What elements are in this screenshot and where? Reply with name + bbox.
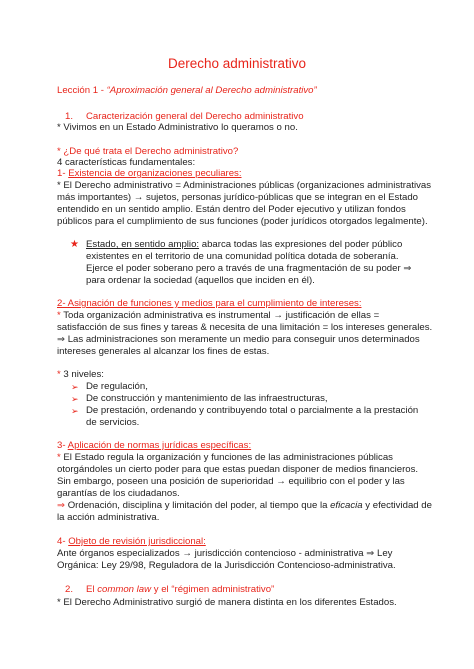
arrow-bullet-icon: ➢ bbox=[71, 394, 79, 404]
characteristic-1-bullet-text: abarca todas las expresiones del poder público bbox=[199, 239, 403, 250]
characteristic-3-line-1 bbox=[57, 452, 393, 464]
characteristic-4-heading bbox=[57, 536, 206, 548]
section-1-title: Caracterización general del Derecho administrativo bbox=[86, 111, 304, 122]
characteristic-2-line-1-text: Toda organización administrativa es instrumental → justificación de ellas = bbox=[60, 310, 380, 321]
characteristic-3-line-5 bbox=[57, 500, 432, 512]
arrow-bullet-icon: ➢ bbox=[71, 382, 79, 392]
characteristic-2-line-4: intereses generales al alcanzar los fines de estas. bbox=[57, 346, 270, 357]
characteristic-4-title: Objeto de revisión jurisdiccional: bbox=[68, 536, 206, 547]
characteristic-1-bullet-line-4: para ordenar la sociedad (aquellos que inciden en él). bbox=[86, 275, 315, 286]
characteristic-4-line-1: Ante órganos especializados → jurisdicción contencioso - administrativa ⇒ Ley bbox=[57, 548, 393, 559]
characteristic-3-line-4: garantías de los ciudadanos. bbox=[57, 488, 180, 499]
characteristic-1-heading bbox=[57, 168, 242, 180]
double-arrow-marker: ⇒ bbox=[57, 500, 66, 511]
section-2-title bbox=[86, 584, 274, 596]
section-2-line-1: * El Derecho Administrativo surgió de manera distinta en los diferentes Estados. bbox=[57, 597, 397, 608]
star-bullet-icon: ★ bbox=[70, 239, 79, 250]
characteristic-3-line-2: otorgándoles un cierto poder para que estas puedan disponer de medios financieros. bbox=[57, 464, 419, 475]
characteristic-3-line-6: la acción administrativa. bbox=[57, 512, 160, 523]
asterisk-marker: * bbox=[57, 310, 61, 321]
characteristic-1-line-2: más importantes) → sujetos, personas jurídico-públicas que se integran en el Estado bbox=[57, 192, 419, 203]
characteristic-3-line-3: Sin embargo, poseen una posición de superioridad → equilibrio con el poder y las bbox=[57, 476, 405, 487]
section-1-number: 1. bbox=[65, 111, 74, 122]
level-1: De regulación, bbox=[86, 381, 148, 392]
level-3-continued: de servicios. bbox=[86, 417, 140, 428]
characteristic-3-line-5-text-b: y efectividad de bbox=[362, 500, 432, 511]
asterisk-marker: * bbox=[57, 452, 61, 463]
characteristic-1-line-1: * El Derecho administrativo = Administraciones públicas (organizaciones administrativas bbox=[57, 180, 432, 191]
characteristic-3-heading bbox=[57, 440, 251, 452]
characteristic-3-title: Aplicación de normas jurídicas específicas: bbox=[67, 440, 252, 451]
characteristic-4-prefix: 4- bbox=[57, 536, 69, 547]
document-title: Derecho administrativo bbox=[167, 56, 307, 71]
characteristic-4-line-2: Orgánica: Ley 29/98, Reguladora de la Jurisdicción Contencioso-administrativa. bbox=[57, 560, 396, 571]
characteristic-1-bullet-label: Estado, en sentido amplio: bbox=[86, 239, 200, 250]
question-line-1: 4 características fundamentales: bbox=[57, 157, 196, 168]
lesson-title: “Aproximación general al Derecho administrativo” bbox=[106, 85, 317, 96]
levels-heading-text: 3 niveles: bbox=[60, 369, 104, 380]
lesson-heading bbox=[57, 85, 317, 97]
characteristic-3-prefix: 3- bbox=[57, 440, 68, 451]
level-2: De construcción y mantenimiento de las infraestructuras, bbox=[86, 393, 328, 404]
characteristic-2-title: 2- Asignación de funciones y medios para el cumplimiento de intereses: bbox=[57, 298, 362, 309]
lesson-prefix: Lección 1 - bbox=[57, 85, 107, 96]
characteristic-2-line-2: satisfacción de sus fines y tareas & necesita de una limitación = los intereses generales. bbox=[57, 322, 433, 333]
levels-heading bbox=[57, 369, 104, 381]
characteristic-1-bullet-line-2: existentes en el territorio de una comunidad política dotada de soberanía. bbox=[86, 251, 399, 262]
characteristic-2-line-1 bbox=[57, 310, 379, 322]
characteristic-1-title: Existencia de organizaciones peculiares: bbox=[68, 168, 242, 179]
arrow-bullet-icon: ➢ bbox=[71, 406, 79, 416]
characteristic-2-line-3: ⇒ Las administraciones son meramente un medio para conseguir unos determinados bbox=[57, 334, 420, 345]
level-3: De prestación, ordenando y contribuyendo total o parcialmente a la prestación bbox=[86, 405, 419, 416]
section-2-title-b: y el “régimen administrativo” bbox=[151, 584, 275, 595]
section-2-number: 2. bbox=[65, 584, 74, 595]
common-law-term: common law bbox=[97, 584, 152, 595]
characteristic-1-prefix: 1- bbox=[57, 168, 69, 179]
efficacy-term: eficacia bbox=[330, 500, 363, 511]
section-2-title-a: El bbox=[86, 584, 98, 595]
characteristic-1-bullet-line-1 bbox=[86, 239, 402, 251]
characteristic-3-line-5-text-a: Ordenación, disciplina y limitación del poder, al tiempo que la bbox=[65, 500, 331, 511]
section-1-line-1: * Vivimos en un Estado Administrativo lo queramos o no. bbox=[57, 122, 298, 133]
characteristic-1-line-4: públicos para el cumplimiento de sus funciones (poder jurídicos otorgados legalmente). bbox=[57, 216, 428, 227]
asterisk-marker: * bbox=[57, 369, 61, 380]
characteristic-1-line-3: entendido en un sentido amplio. Están dentro del Poder ejecutivo y utilizan fondos bbox=[57, 204, 406, 215]
characteristic-3-line-1-text: El Estado regula la organización y funciones de las administraciones públicas bbox=[60, 452, 393, 463]
question-title: * ¿De qué trata el Derecho administrativo? bbox=[57, 146, 239, 157]
characteristic-1-bullet-line-3: Ejerce el poder soberano pero a través de una fragmentación de su poder ⇒ bbox=[86, 263, 412, 274]
